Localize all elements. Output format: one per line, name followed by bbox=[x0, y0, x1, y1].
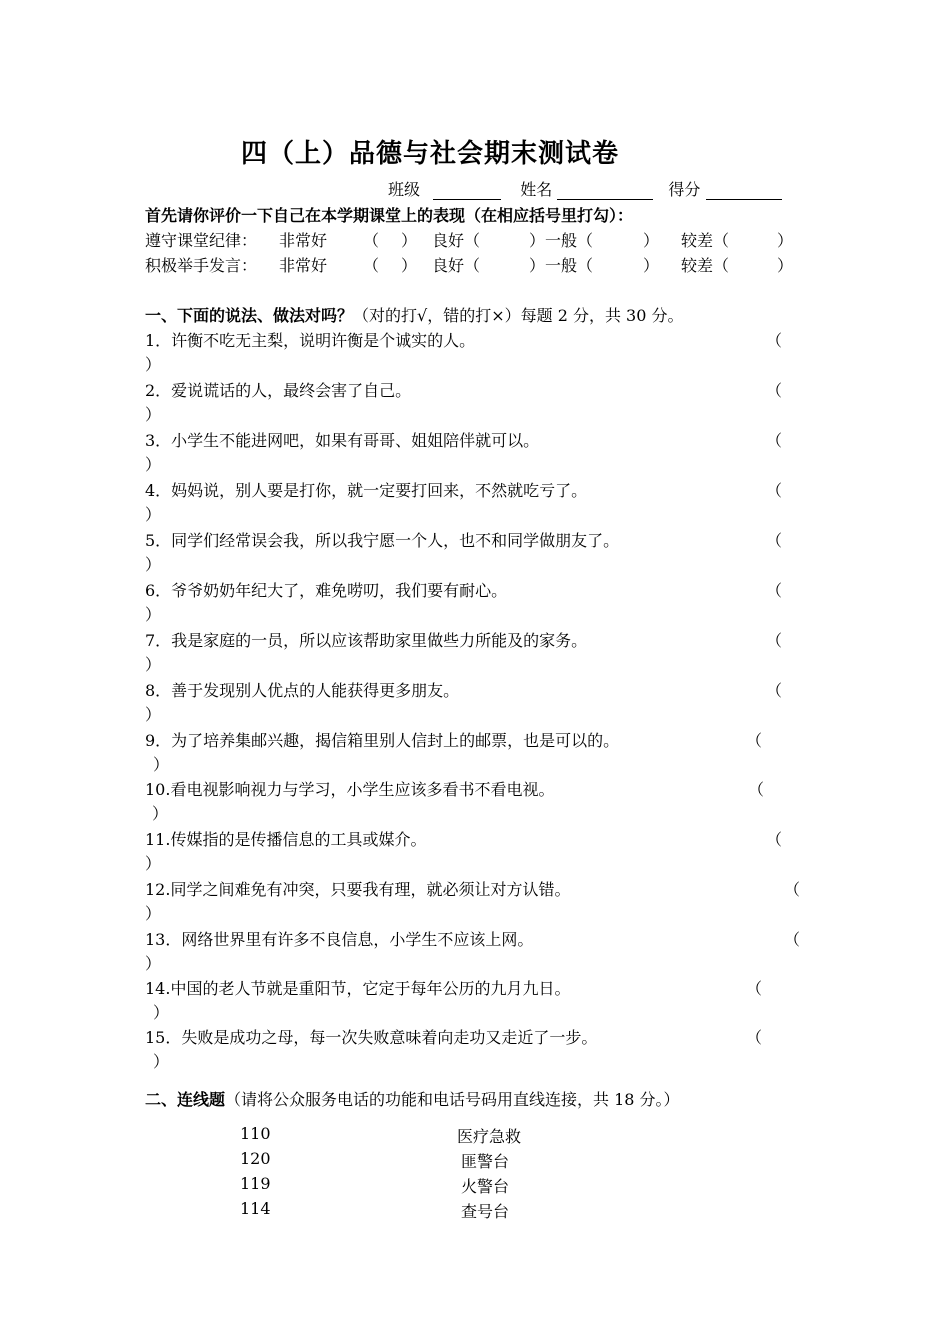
answer-paren-close[interactable]: ） bbox=[145, 505, 162, 524]
section2-instruction: （请将公众服务电话的功能和电话号码用直线连接，共 18 分。） bbox=[225, 1090, 680, 1109]
answer-paren-close[interactable]: ） bbox=[145, 655, 162, 674]
service-name[interactable]: 医疗急救 bbox=[457, 1127, 522, 1146]
class-blank[interactable] bbox=[433, 181, 501, 200]
question-text: 2．爱说谎话的人，最终会害了自己。 bbox=[145, 381, 412, 400]
section1-header bbox=[145, 303, 684, 326]
answer-paren-open[interactable]: （ bbox=[766, 431, 783, 450]
question-text: 1．许衡不吃无主梨，说明许衡是个诚实的人。 bbox=[145, 331, 476, 350]
option-label: 非常好 bbox=[279, 256, 328, 275]
option-paren-close[interactable]: ） bbox=[529, 256, 546, 275]
answer-paren-open[interactable]: （ bbox=[746, 1028, 763, 1047]
evaluation-intro: 首先请你评价一下自己在本学期课堂上的表现（在相应括号里打勾）： bbox=[145, 206, 634, 225]
answer-paren-open[interactable]: （ bbox=[748, 780, 765, 799]
service-name[interactable]: 匪警台 bbox=[461, 1152, 510, 1171]
option-label[interactable]: 一般（ bbox=[545, 231, 594, 250]
question-text: 14.中国的老人节就是重阳节，它定于每年公历的九月九日。 bbox=[145, 979, 571, 998]
answer-paren-close[interactable]: ） bbox=[145, 605, 162, 624]
score-label: 得分 bbox=[668, 180, 701, 199]
answer-paren-open[interactable]: （ bbox=[766, 531, 783, 550]
answer-paren-open[interactable]: （ bbox=[746, 979, 763, 998]
option-label[interactable]: 较差（ bbox=[681, 231, 730, 250]
option-paren-close[interactable]: ） bbox=[777, 256, 794, 275]
answer-paren-close[interactable]: ） bbox=[145, 355, 162, 374]
answer-paren-close[interactable]: ） bbox=[153, 1003, 170, 1022]
section2-header bbox=[145, 1087, 680, 1110]
answer-paren-close[interactable]: ） bbox=[153, 1052, 170, 1071]
section1-heading: 一、下面的说法、做法对吗？ bbox=[145, 306, 354, 325]
answer-paren-close[interactable]: ） bbox=[152, 804, 169, 823]
option-label[interactable]: 一般（ bbox=[545, 256, 594, 275]
section2-heading: 二、连线题 bbox=[145, 1090, 226, 1109]
question-text: 3．小学生不能进网吧，如果有哥哥、姐姐陪伴就可以。 bbox=[145, 431, 540, 450]
answer-paren-close[interactable]: ） bbox=[145, 904, 162, 923]
answer-paren-open[interactable]: （ bbox=[784, 930, 801, 949]
answer-paren-close[interactable]: ） bbox=[145, 455, 162, 474]
answer-paren-close[interactable]: ） bbox=[153, 755, 170, 774]
phone-number[interactable]: 120 bbox=[240, 1149, 271, 1168]
service-name[interactable]: 火警台 bbox=[461, 1177, 510, 1196]
question-text: 11.传媒指的是传播信息的工具或媒介。 bbox=[145, 830, 427, 849]
question-text: 15．失败是成功之母，每一次失败意味着向走功又走近了一步。 bbox=[145, 1028, 598, 1047]
service-name[interactable]: 查号台 bbox=[461, 1202, 510, 1221]
exam-title: 四（上）品德与社会期末测试卷 bbox=[240, 139, 619, 169]
option-label[interactable]: 良好（ bbox=[432, 231, 481, 250]
question-text: 4．妈妈说，别人要是打你，就一定要打回来，不然就吃亏了。 bbox=[145, 481, 588, 500]
score-blank[interactable] bbox=[706, 181, 782, 200]
option-paren-close[interactable]: ） bbox=[401, 256, 418, 275]
answer-paren-close[interactable]: ） bbox=[145, 555, 162, 574]
evaluation-item: 遵守课堂纪律： bbox=[145, 231, 258, 250]
answer-paren-open[interactable]: （ bbox=[784, 880, 801, 899]
option-label[interactable]: 较差（ bbox=[681, 256, 730, 275]
evaluation-row bbox=[145, 228, 805, 250]
student-info bbox=[388, 177, 782, 200]
option-paren-close[interactable]: ） bbox=[401, 231, 418, 250]
question-text: 12.同学之间难免有冲突，只要我有理，就必须让对方认错。 bbox=[145, 880, 571, 899]
phone-number[interactable]: 114 bbox=[240, 1199, 271, 1218]
option-paren-close[interactable]: ） bbox=[643, 256, 660, 275]
evaluation-row bbox=[145, 253, 805, 275]
question-text: 7．我是家庭的一员，所以应该帮助家里做些力所能及的家务。 bbox=[145, 631, 588, 650]
section1-instruction: （对的打√，错的打×）每题 2 分，共 30 分。 bbox=[353, 306, 684, 325]
answer-paren-close[interactable]: ） bbox=[145, 954, 162, 973]
answer-paren-open[interactable]: （ bbox=[766, 830, 783, 849]
phone-number[interactable]: 110 bbox=[240, 1124, 271, 1143]
phone-number[interactable]: 119 bbox=[240, 1174, 271, 1193]
answer-paren-close[interactable]: ） bbox=[145, 705, 162, 724]
answer-paren-open[interactable]: （ bbox=[766, 631, 783, 650]
answer-paren-open[interactable]: （ bbox=[766, 581, 783, 600]
answer-paren-close[interactable]: ） bbox=[145, 854, 162, 873]
answer-paren-open[interactable]: （ bbox=[766, 681, 783, 700]
question-text: 6．爷爷奶奶年纪大了，难免唠叨，我们要有耐心。 bbox=[145, 581, 508, 600]
evaluation-item: 积极举手发言： bbox=[145, 256, 258, 275]
name-blank[interactable] bbox=[557, 181, 653, 200]
question-text: 13．网络世界里有许多不良信息，小学生不应该上网。 bbox=[145, 930, 534, 949]
answer-paren-open[interactable]: （ bbox=[766, 331, 783, 350]
answer-paren-open[interactable]: （ bbox=[746, 731, 763, 750]
name-label: 姓名 bbox=[520, 180, 553, 199]
question-text: 10.看电视影响视力与学习，小学生应该多看书不看电视。 bbox=[145, 780, 555, 799]
option-paren-open[interactable]: （ bbox=[363, 256, 380, 275]
option-paren-close[interactable]: ） bbox=[529, 231, 546, 250]
answer-paren-open[interactable]: （ bbox=[766, 481, 783, 500]
question-text: 5．同学们经常误会我，所以我宁愿一个人，也不和同学做朋友了。 bbox=[145, 531, 620, 550]
question-text: 8．善于发现别人优点的人能获得更多朋友。 bbox=[145, 681, 460, 700]
option-label[interactable]: 良好（ bbox=[432, 256, 481, 275]
answer-paren-open[interactable]: （ bbox=[766, 381, 783, 400]
class-label: 班级 bbox=[388, 180, 421, 199]
question-text: 9．为了培养集邮兴趣，揭信箱里别人信封上的邮票，也是可以的。 bbox=[145, 731, 620, 750]
answer-paren-close[interactable]: ） bbox=[145, 405, 162, 424]
option-paren-close[interactable]: ） bbox=[643, 231, 660, 250]
option-paren-close[interactable]: ） bbox=[777, 231, 794, 250]
option-paren-open[interactable]: （ bbox=[363, 231, 380, 250]
option-label: 非常好 bbox=[279, 231, 328, 250]
